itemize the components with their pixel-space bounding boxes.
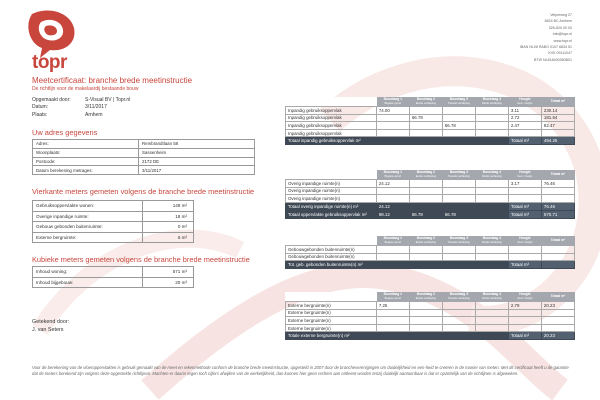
cell-value [442,332,475,340]
column-header [508,98,541,107]
cell-value [409,332,442,340]
column-header [541,171,574,180]
cell-value [442,137,475,145]
certificate-subtitle: De richtlijn voor de makelaardij bestaande bouw [32,86,139,92]
cell-value: 3.11 [508,107,541,115]
cell-value [541,253,574,261]
address-line: 6824 BC Arnhem [544,19,572,24]
column-header [409,98,442,107]
column-header [541,237,574,246]
column-header [541,293,574,302]
column-header-title: Totaal m³ [550,294,566,299]
column-header [475,293,508,302]
certificate-title: Meetcertificaat: branche brede meetinstructie [32,76,193,85]
column-header-title: Bouwlaag 1 [383,236,402,241]
address-label: Postcode: [33,157,139,166]
column-header [376,293,409,302]
column-header-title: Bouwlaag 3 [449,170,469,175]
row-label: Totale externe bergruimte(n) m² [286,332,377,340]
table-row [286,129,575,137]
row-label: Externe bergruimte(n) [286,317,377,325]
square-value: 149 m² [143,201,194,212]
cell-value: 24.12 [376,180,409,188]
row-label: Overig inpandige ruimte(n) [286,180,377,188]
cell-value [376,195,409,203]
column-header-sub: Derde verdieping [482,175,502,178]
column-header [508,237,541,246]
column-header-title: Bouwlaag 2 [416,292,436,297]
cell-value [475,129,508,137]
cell-value [409,107,442,115]
address-line: www.topr.nl [553,38,572,43]
cell-value [442,317,475,325]
cell-value [376,261,409,269]
cell-value: 230.14 [541,107,574,115]
address-line: 026-820 00 00 [548,25,572,30]
square-meters-table [32,200,194,243]
cell-value [541,246,574,254]
row-label: Totaal overig inpandige ruimte(n) m² [286,202,377,210]
cell-value [475,324,508,332]
column-header-title: Bouwlaag 3 [449,236,469,241]
table-row [286,324,575,332]
square-label: Externe bergruimte: [33,232,143,243]
cell-value [376,122,409,130]
cell-value [376,332,409,340]
signed-name: J. van Seters [32,327,64,333]
cell-value: 20.23 [541,302,574,310]
address-line: BTW NL818400360B01 [534,57,572,62]
column-header [442,237,475,246]
cell-value [541,195,574,203]
column-header-title: Hoogte [519,292,531,297]
column-header-sub: Tweede verdieping [447,241,470,244]
row-label: Totaal inpandig gebruiksoppervlak m² [286,137,377,145]
cell-value [508,187,541,195]
measurement-table-t4 [285,292,575,340]
cell-value [376,246,409,254]
column-header [442,98,475,107]
cell-value [442,180,475,188]
cell-value [409,180,442,188]
meta-block [32,96,130,119]
column-header-title: Bouwlaag 3 [449,292,469,297]
cell-value [475,246,508,254]
cell-value: 2.47 [508,122,541,130]
column-header-title: Bouwlaag 2 [416,170,436,175]
row-label: Externe bergruimte(n) [286,324,377,332]
cell-value: Totaal m³ [508,137,541,145]
column-header [475,98,508,107]
address-value: Sassenheim [139,148,255,157]
cubic-value: 20 m³ [143,277,194,288]
table-row [286,195,575,203]
column-header-sub: Eerste verdieping [415,175,436,178]
column-header-title: Bouwlaag 1 [383,97,402,102]
cell-value: 2.72 [508,114,541,122]
cell-value: 181.64 [541,114,574,122]
column-header-sub: Gem. hoogte [517,241,533,244]
meta-value: Arnhem [85,111,103,118]
column-header-title: Bouwlaag 1 [383,170,402,175]
row-label: Tot. geb. gebonden buitenruimte(n) m² [286,261,377,269]
cell-value: 66.78 [409,114,442,122]
cell-value [409,246,442,254]
column-header-sub: Begane grond [384,297,401,300]
section-heading-cubic: Kubieke meters gemeten volgens de branche brede meetinstructie [32,255,250,264]
table-row [286,246,575,254]
cell-value [541,309,574,317]
cell-value [475,317,508,325]
cell-value [442,302,475,310]
column-header [376,98,409,107]
column-header-sub: Begane grond [384,175,401,178]
column-header-sub: Tweede verdieping [447,175,470,178]
cell-value [376,309,409,317]
cell-value [409,187,442,195]
cell-value [376,253,409,261]
column-header [442,293,475,302]
row-label: Overig inpandige ruimte(n) [286,195,377,203]
cell-value: 3.17 [508,180,541,188]
square-value: 0 m² [143,222,194,233]
address-table [32,139,255,175]
row-label: Inpandig gebruiksoppervlak [286,129,377,137]
address-value: Rembrandtlaan 58 [139,140,255,149]
cell-value [508,246,541,254]
cell-value [508,309,541,317]
cell-value [376,324,409,332]
cell-value [475,302,508,310]
column-header-sub: Eerste verdieping [415,241,436,244]
cell-value [475,137,508,145]
column-header-sub: Begane grond [384,241,401,244]
column-header [442,171,475,180]
cell-value: 98.12 [376,210,409,218]
table-row [286,253,575,261]
cell-value [442,129,475,137]
column-header-sub: Derde verdieping [482,102,502,105]
column-header [508,171,541,180]
cell-value: Totaal m³ [508,261,541,269]
cell-value [475,187,508,195]
cell-value: Totaal m³ [508,332,541,340]
address-line: info@topr.nl [552,32,572,37]
measurement-table-t1 [285,97,575,145]
cell-value [409,309,442,317]
cell-value [541,261,574,269]
column-header [409,171,442,180]
cubic-meters-table [32,266,194,288]
cell-value [508,253,541,261]
table-row [286,180,575,188]
cell-value [442,324,475,332]
cell-value [475,180,508,188]
table-row [286,114,575,122]
address-label: Datum berekening metrages: [33,166,139,175]
cell-value: 76.46 [541,180,574,188]
column-header-sub: Eerste verdieping [415,102,436,105]
cell-value [442,107,475,115]
cubic-label: Inhoud bijgebouw: [33,277,143,288]
table-row [286,317,575,325]
cell-value [475,202,508,210]
row-label: Externe bergruimte(n) [286,309,377,317]
column-header-sub: Begane grond [384,102,401,105]
header-blank [286,98,377,107]
cell-value [475,107,508,115]
cell-value: 66.78 [442,122,475,130]
address-label: Woonplaats: [33,148,139,157]
table-row [286,309,575,317]
column-header-title: Hoogte [519,236,531,241]
cell-value [409,317,442,325]
cell-value [475,195,508,203]
column-header-title: Totaal m² [550,99,566,104]
table-row [286,302,575,310]
section-heading-address: Uw adres gegevens [32,128,98,137]
cell-value: Totaal m³ [508,210,541,218]
square-value: 18 m² [143,211,194,222]
cell-value [409,202,442,210]
cell-value [442,309,475,317]
cell-value [442,187,475,195]
column-header-sub: Tweede verdieping [447,102,470,105]
column-header-sub: Derde verdieping [482,297,502,300]
column-header-title: Bouwlaag 3 [449,97,469,102]
cell-value: 24.12 [376,202,409,210]
column-header [475,171,508,180]
cell-value: 570.71 [541,210,574,218]
column-header-title: Bouwlaag 4 [482,236,502,241]
column-header-title: Bouwlaag 1 [383,292,402,297]
table-row [286,122,575,130]
cell-value [409,122,442,130]
row-label: Inpandig gebruiksoppervlak [286,122,377,130]
cell-value: 20.23 [541,332,574,340]
address-value: 2172 DE [139,157,255,166]
cell-value [475,122,508,130]
cell-value [475,309,508,317]
header-blank [286,293,377,302]
cell-value [508,195,541,203]
row-label: Gebouwgebonden buitenruimte(n) [286,253,377,261]
cell-value: 2.79 [508,302,541,310]
disclaimer-text: Voor de berekening van de vloeroppervlakten is gebruik gemaakt van de meet en rekenmethode conform de branche brede meetinstructie, opgesteld in 2007 door de brancheverenigingen om duidelijkheid en een-heid te creëren in de manier van meten. Met dit certificaat heeft u de garantie dat de meters berekend zijn volgens deze opgestelde richtlijnen. Machten er daarin tegen toch cijfers afwijken van de werkelijkheid, dan kunnen hier geen rechten aan ontleent worden tenzij duidelijk aantoonbaar is dat er opzettelijk van de richtlijnen is afgeweken. [32,365,569,376]
company-address [520,12,572,63]
row-label: Overig inpandige ruimte(n) [286,187,377,195]
address-value: 3/11/2017 [139,166,255,175]
meta-label: Datum: [32,104,49,111]
column-header-title: Totaal m³ [550,238,566,243]
column-header-title: Bouwlaag 4 [482,97,502,102]
total-row [286,202,575,210]
cell-value [442,195,475,203]
signature-block [32,318,69,334]
table-row [286,107,575,115]
cell-value [409,302,442,310]
total-row [286,332,575,340]
meta-value: 3/11/2017 [85,104,107,111]
cell-value [541,129,574,137]
column-header-title: Bouwlaag 4 [482,170,502,175]
cell-value [541,324,574,332]
section-heading-square: Vierkante meters gemeten volgens de branche brede meetinstructie [32,187,255,196]
cell-value [475,114,508,122]
cell-value [409,129,442,137]
address-line: IBAN NL08 RABO 0107 6834 51 [519,45,572,50]
cell-value [475,210,508,218]
square-value: 6 m² [143,232,194,243]
address-line: KVK 09111047 [548,51,572,56]
row-label: Gebouwgebonden buitenruimte(n) [286,246,377,254]
signed-label: Getekend door: [32,319,70,325]
square-label: Overige inpandige ruimte: [33,211,143,222]
column-header-sub: Tweede verdieping [447,297,470,300]
cell-value [475,253,508,261]
column-header-title: Bouwlaag 4 [482,292,502,297]
row-label: Inpandig gebruiksoppervlak [286,114,377,122]
cell-value: 7.25 [376,302,409,310]
cell-value [409,137,442,145]
address-line: Velperweg 27 [550,13,572,17]
column-header [541,98,574,107]
cell-value [541,187,574,195]
address-label: Adres: [33,140,139,149]
row-label: Inpandig gebruiksoppervlak [286,107,377,115]
cell-value: 76.46 [541,202,574,210]
cell-value [409,195,442,203]
cell-value [541,317,574,325]
cell-value: 74.00 [376,107,409,115]
cell-value [442,246,475,254]
cell-value [409,253,442,261]
cell-value [508,317,541,325]
column-header-title: Hoogte [519,170,531,175]
cell-value [442,202,475,210]
column-header-sub: Gem. hoogte [517,102,533,105]
cell-value [475,261,508,269]
column-header-sub: Eerste verdieping [415,297,436,300]
meta-label: Plaats: [32,111,48,118]
column-header [376,171,409,180]
cell-value [376,129,409,137]
meta-value: S-Visual BV | Topr.nl [85,96,131,103]
column-header-sub: Gem. hoogte [517,297,533,300]
cell-value [508,129,541,137]
cell-value [442,261,475,269]
cell-value: 66.78 [442,210,475,218]
column-header-title: Bouwlaag 2 [416,236,436,241]
column-header-title: Totaal m³ [550,172,566,177]
cell-value: 82.47 [541,122,574,130]
measurement-table-t2 [285,170,575,219]
cell-value [409,324,442,332]
header-blank [286,237,377,246]
row-label: Externe bergruimte(n) [286,302,377,310]
cell-value [376,187,409,195]
header-blank [286,171,377,180]
cell-value [376,137,409,145]
cell-value [409,261,442,269]
cell-value [475,332,508,340]
column-header-title: Bouwlaag 2 [416,97,436,102]
cell-value [376,114,409,122]
measurement-table-t3 [285,236,575,269]
square-label: Gebruiksoppervlakte wonen: [33,201,143,212]
cell-value: Totaal m³ [508,202,541,210]
column-header-title: Hoogte [519,97,531,102]
column-header [409,293,442,302]
square-label: Gebouw gebonden buitenruimte: [33,222,143,233]
column-header-sub: Gem. hoogte [517,175,533,178]
cell-value [376,317,409,325]
row-label: Totaal oppervlakte gebruiksoppervlak m² [286,210,377,218]
cell-value [442,114,475,122]
column-header [475,237,508,246]
brand-wordmark: topr [32,52,67,73]
meta-label: Opgemaakt door: [32,96,71,103]
total-row [286,261,575,269]
cell-value: 494.25 [541,137,574,145]
cell-value [508,324,541,332]
total-row [286,137,575,145]
column-header [409,237,442,246]
cubic-label: Inhoud woning: [33,267,143,278]
table-row [286,187,575,195]
cubic-value: 571 m³ [143,267,194,278]
column-header [508,293,541,302]
column-header-sub: Derde verdieping [482,241,502,244]
cell-value: 66.78 [409,210,442,218]
cell-value [442,253,475,261]
total-row [286,210,575,218]
column-header [376,237,409,246]
